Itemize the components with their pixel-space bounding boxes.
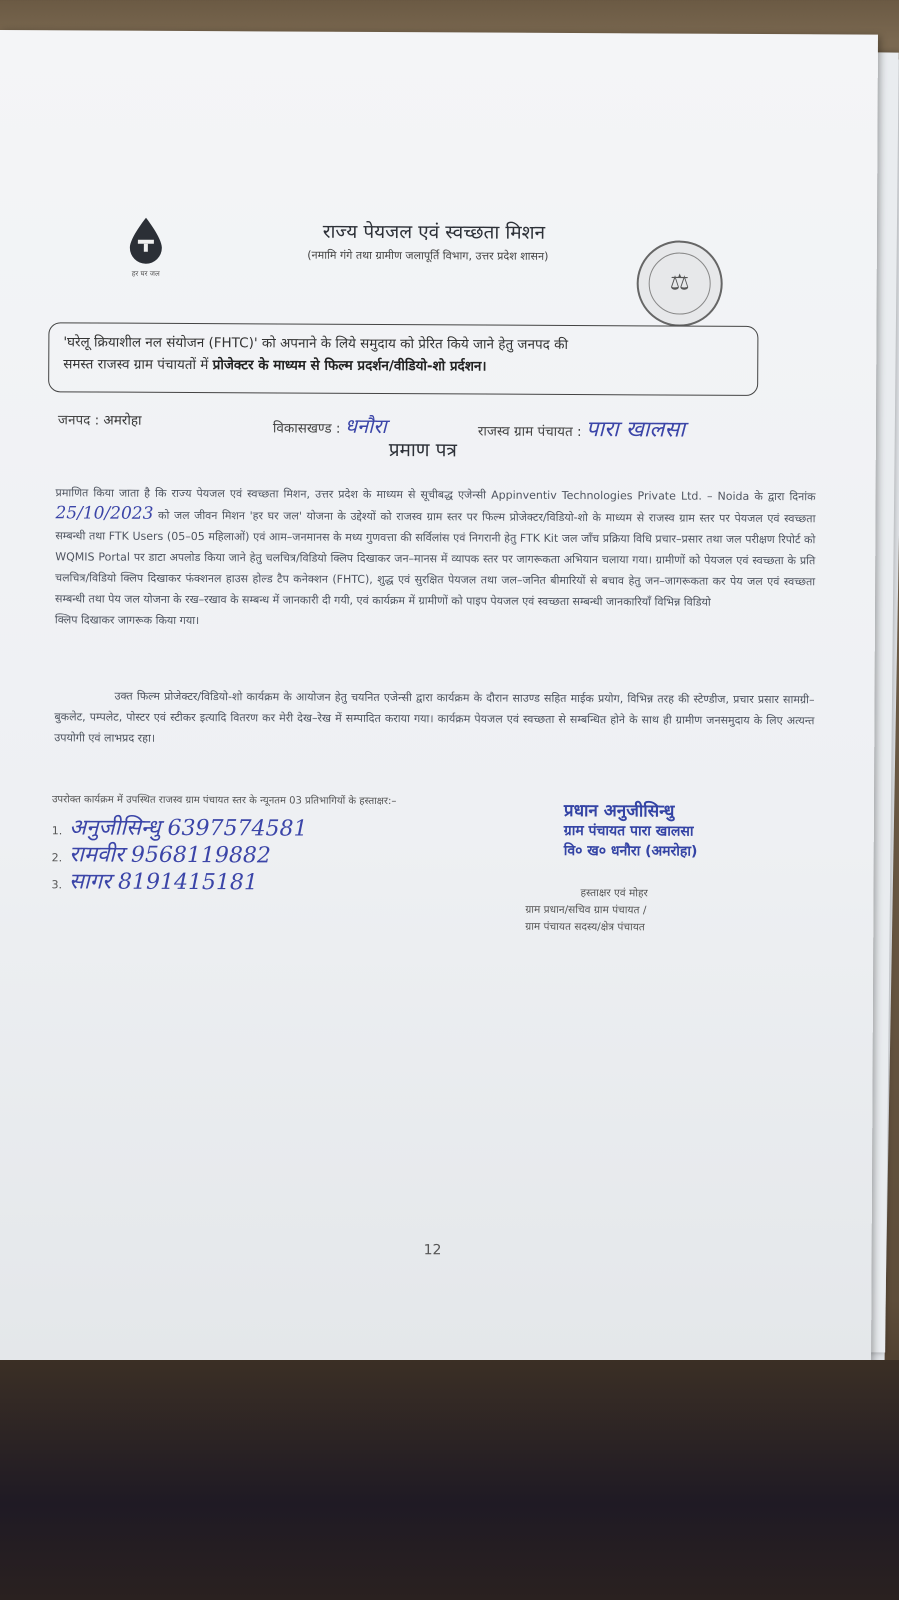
header-title: राज्य पेयजल एवं स्वच्छता मिशन xyxy=(322,220,546,244)
page-number: 12 xyxy=(423,1242,442,1259)
signatory-block xyxy=(525,885,765,937)
participants-section xyxy=(51,792,482,895)
header-subtitle: (नमामि गंगे तथा ग्रामीण जलापूर्ति विभाग, उत्तर प्रदेश शासन) xyxy=(307,248,549,263)
pradhan-stamp xyxy=(564,801,804,862)
program-date: 25/10/2023 xyxy=(55,503,154,524)
signatory-line-1: हस्ताक्षर एवं मोहर xyxy=(580,887,648,900)
participant-3: 3. सागर 8191415181 xyxy=(51,869,259,896)
water-drop-icon xyxy=(126,216,166,266)
logo-caption: हर घर जल xyxy=(131,269,160,278)
jal-mission-logo xyxy=(111,216,182,316)
stamp-line-2: ग्राम पंचायत पारा खालसा xyxy=(563,822,694,840)
block-label: विकासखण्ड : xyxy=(272,420,341,437)
table-surface xyxy=(0,1360,899,1600)
stamp-line-1: प्रधान अनुजीसिन्धु xyxy=(563,800,675,822)
up-govt-emblem xyxy=(636,240,722,326)
block-field xyxy=(273,411,387,439)
certificate-title: प्रमाण पत्र xyxy=(388,439,457,462)
panchayat-label: राजस्व ग्राम पंचायत : xyxy=(477,423,582,441)
stamp-line-3: वि० ख० धनौरा (अमरोहा) xyxy=(563,842,698,860)
banner-line-2: समस्त राजस्व ग्राम पंचायतों में प्रोजेक्टर के माध्यम से फिल्म प्रदर्शन/वीडियो-शो प्रर्दशन। xyxy=(63,356,487,375)
janpad-label: जनपद : xyxy=(57,412,100,429)
participant-2: 2. रामवीर 9568119882 xyxy=(51,842,271,869)
janpad-value: अमरोहा xyxy=(103,412,142,429)
participant-1: 1. अनुजीसिन्धु 6397574581 xyxy=(51,815,308,842)
certificate-paragraph-2: उक्त फिल्म प्रोजेक्टर/विडियो-शो कार्यक्रम के आयोजन हेतु चयनित एजेन्सी द्वारा कार्यक्रम के दौरान साउण्ड सहित माईक प्रयोग, विभिन्न तरह की स्टेण्डीज, प्रचार प्रसार सामग्री–बुकलेट, पम्पलेट, पोस्टर एवं स्टीकर इत्यादि वितरण कर मेरी देख–रेख में सम्पादित कराया गया। कार्यक्रम पेयजल एवं स्वच्छता से सम्बन्धित होने के साथ ही ग्रामीण जनसमुदाय के लिए अत्यन्त उपयोगी एवं लाभप्रद रहा। xyxy=(54,689,815,745)
signatory-line-2: ग्राम प्रधान/सचिव ग्राम पंचायत / xyxy=(525,903,647,917)
emblem-icon: ⚖ xyxy=(649,252,711,314)
banner-line-1: 'घरेलू क्रियाशील नल संयोजन (FHTC)' को अपनाने के लिये समुदाय को प्रेरित किये जाने हेतु जनपद की xyxy=(63,334,569,353)
block-value: धनौरा xyxy=(344,413,387,439)
certificate-paragraph-1: प्रमाणित किया जाता है कि राज्य पेयजल एवं स्वच्छता मिशन, उत्तर प्रदेश के माध्यम से सूचीबद्ध एजेन्सी Appinventiv Technologies Private Ltd. – Noida के द्वारा दिनांक 25/10/2023 को जल जीवन मिशन 'हर घर जल' योजना के उद्देश्यों को राजस्व ग्राम स्तर पर फिल्म प्रोजेक्टर/विडियो-शो के माध्यम से राजस्व ग्राम स्तर पर पेयजल एवं स्वच्छता सम्बन्धी तथा FTK Users (05–05 महिलाओं) एवं आम–जनमानस के मध्य गुणवत्ता की सर्विलांस एवं निगरानी हेतु FTK Kit जल जाँच प्रक्रिया विधि प्रचार–प्रसार तथा जल परीक्षण रिपोर्ट को WQMIS Portal पर डाटा अपलोड किया जाने हेतु चलचित्र/विडियो क्लिप दिखाकर जन–मानस में व्यापक स्तर पर जागरूकता अभियान चलाया गया। ग्रामीणों को पेयजल एवं स्वच्छता के प्रति चलचित्र/विडियो क्लिप दिखाकर फंक्शनल हाउस होल्ड टैप कनेक्शन (FHTC), शुद्ध एवं सुरक्षित पेयजल तथा जल–जनित बीमारियों से बचाव हेतु जन–जागरूकता कर पेय जल एवं स्वच्छता सम्बन्धी तथा पेय जल योजना के रख–रखाव के सम्बन्ध में जानकारी दी गयी, एवं कार्यक्रम में ग्रामीणों को पाइप पेयजल एवं स्वच्छता सम्बन्धी जानकारियाँ विभिन्न विडियो क्लिप दिखाकर जागरूक किया गया। xyxy=(54,486,816,628)
janpad-field xyxy=(58,410,142,428)
participants-intro: उपरोक्त कार्यक्रम में उपस्थित राजस्व ग्राम पंचायत स्तर के न्यूनतम 03 प्रतिभागियों के हस्ताक्षर:– xyxy=(51,794,397,808)
signatory-line-3: ग्राम पंचायत सदस्य/क्षेत्र पंचायत xyxy=(525,920,645,934)
program-banner xyxy=(48,322,758,396)
certificate-page xyxy=(0,30,878,1365)
panchayat-value: पारा खालसा xyxy=(585,417,686,443)
panchayat-field xyxy=(478,413,685,444)
